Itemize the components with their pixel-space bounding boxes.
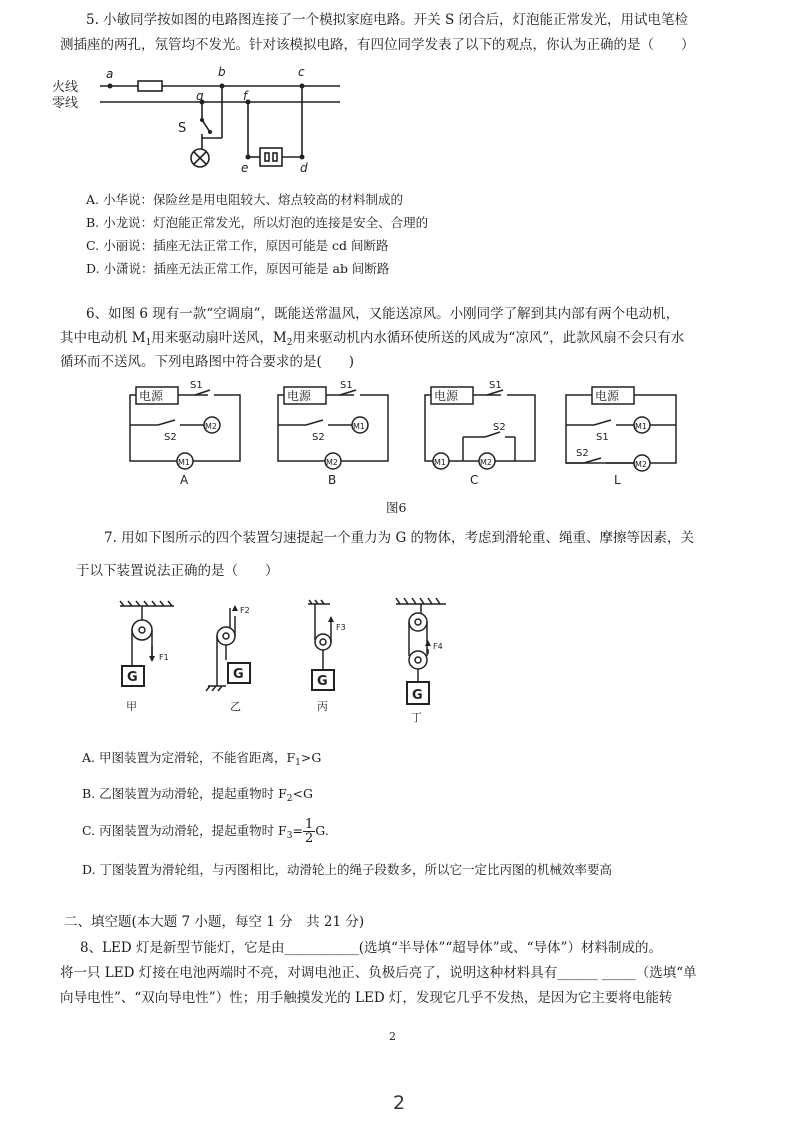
q6b-m2: M2 bbox=[326, 458, 338, 467]
q6-line2: 其中电动机 $M_1$用来驱动扇叶送风，$M_2$用来驱动机内水循环使所送的风成为“凉风”，此款风扇不会只有水 bbox=[60, 330, 685, 348]
q6b-label: B bbox=[328, 473, 337, 487]
q5-line1: 5. 小敏同学按如图的电路图连接了一个模拟家庭电路。开关 S 闭合后，灯泡能正常发光，用试电笔检 bbox=[86, 12, 689, 28]
node-g: g bbox=[196, 89, 204, 103]
q7-jia-f1: F1 bbox=[159, 653, 169, 662]
q6-circuit-a bbox=[120, 380, 250, 490]
q7-option-d: D. 丁图装置为滑轮组，与丙图相比，动滑轮上的绳子段数多，所以它一定比丙图的机械效率要高 bbox=[82, 862, 613, 877]
node-c: c bbox=[298, 65, 305, 79]
q7-option-c: C. 丙图装置为动滑轮，提起重物时 $F_3=$ $\frac{1}{2}$ G. bbox=[82, 817, 329, 846]
q7-bing-g: G bbox=[317, 674, 328, 689]
q6d-label: L bbox=[614, 473, 621, 487]
q7-pulley-ding bbox=[388, 594, 468, 734]
q6d-s1: S1 bbox=[596, 432, 609, 443]
q6b-power: 电源 bbox=[287, 389, 312, 403]
q5-option-c: C. 小丽说：插座无法正常工作，原因可能是 cd 间断路 bbox=[86, 238, 389, 253]
q7-option-b: B. 乙图装置为动滑轮，提起重物时 $F_2<G$ bbox=[82, 786, 313, 804]
q7-pulley-yi bbox=[200, 598, 280, 718]
q6c-label: C bbox=[470, 473, 479, 487]
q6a-label: A bbox=[180, 473, 189, 487]
neutral-label: 零线 bbox=[52, 96, 79, 111]
q6-circuit-c bbox=[415, 380, 545, 490]
q5-option-b: B. 小龙说：灯泡能正常发光，所以灯泡的连接是安全、合理的 bbox=[86, 215, 429, 230]
q8-line3: 向导电性”、“双向导电性”）性；用手触摸发光的 LED 灯，发现它几乎不发热，是因为它主要将电能转 bbox=[60, 990, 673, 1006]
node-a: a bbox=[106, 67, 114, 81]
q6-caption: 图6 bbox=[386, 500, 407, 515]
q7-bing-f3: F3 bbox=[336, 623, 346, 632]
q6d-power: 电源 bbox=[595, 389, 620, 403]
q6-circuit-d bbox=[556, 380, 686, 490]
q6-line3: 循环而不送风。下列电路图中符合要求的是( ) bbox=[60, 354, 355, 370]
q6b-s1: S1 bbox=[340, 380, 353, 391]
q7-line1: 7. 用如下图所示的四个装置匀速提起一个重力为 G 的物体，考虑到滑轮重、绳重、摩擦等因素，关 bbox=[104, 530, 695, 546]
q6a-m2: M2 bbox=[205, 422, 217, 431]
q7-ding-f4: F4 bbox=[433, 642, 443, 651]
q7-jia-g: G bbox=[127, 670, 138, 685]
q8-line1: 8、LED 灯是新型节能灯，它是由___________(选填“半导体”“超导体”或、“导体”）材料制成的。 bbox=[80, 940, 662, 956]
q7-ding-g: G bbox=[412, 688, 423, 703]
q6-circuit-b bbox=[268, 380, 398, 490]
q7-yi-f2: F2 bbox=[240, 606, 250, 615]
node-s: S bbox=[178, 121, 187, 136]
q7-pulley-jia bbox=[112, 598, 192, 718]
q8-line2: 将一只 LED 灯接在电池两端时不亮，对调电池正、负极后亮了，说明这种材料具有______ _____（选填“单 bbox=[60, 965, 697, 981]
node-b: b bbox=[218, 65, 226, 79]
node-e: e bbox=[241, 161, 249, 175]
q6b-s2: S2 bbox=[312, 432, 325, 443]
page-number-small: 2 bbox=[389, 1030, 396, 1043]
q6c-s1: S1 bbox=[489, 380, 502, 391]
q7-yi-label: 乙 bbox=[230, 700, 241, 713]
q6a-power: 电源 bbox=[139, 389, 164, 403]
q6a-s2: S2 bbox=[164, 432, 177, 443]
q7-option-a: A. 甲图装置为定滑轮，不能省距离，$F_1>G$ bbox=[82, 750, 322, 768]
q7-jia-label: 甲 bbox=[126, 700, 137, 713]
page-number: 2 bbox=[393, 1092, 406, 1114]
q6d-m2: M2 bbox=[635, 460, 647, 469]
q6d-s2: S2 bbox=[576, 448, 589, 459]
live-label: 火线 bbox=[52, 80, 79, 95]
q7-line2: 于以下装置说法正确的是（ ） bbox=[76, 563, 279, 579]
q6a-s1: S1 bbox=[190, 380, 203, 391]
q5-line2: 测插座的两孔，氖管均不发光。针对该模拟电路，有四位同学发表了以下的观点，你认为正确的是（ ） bbox=[60, 37, 695, 53]
q7-ding-label: 丁 bbox=[411, 711, 422, 724]
q5-option-d: D. 小潇说：插座无法正常工作，原因可能是 ab 间断路 bbox=[86, 261, 390, 276]
node-f: f bbox=[243, 89, 248, 103]
q6b-m1: M1 bbox=[353, 422, 365, 431]
q6c-s2: S2 bbox=[493, 422, 506, 433]
fraction-one-half: $\frac{1}{2}$ bbox=[304, 817, 314, 846]
q6c-m2: M2 bbox=[480, 458, 492, 467]
q6c-m1: M1 bbox=[434, 458, 446, 467]
q6a-m1: M1 bbox=[178, 458, 190, 467]
q5-option-a: A. 小华说：保险丝是用电阻较大、熔点较高的材料制成的 bbox=[86, 192, 403, 207]
q6-line1: 6、如图 6 现有一款“空调扇”，既能送常温风，又能送凉风。小刚同学了解到其内部有两个电动机， bbox=[86, 306, 680, 322]
node-d: d bbox=[300, 161, 308, 175]
q7-bing-label: 丙 bbox=[317, 700, 328, 713]
q6d-m1: M1 bbox=[635, 422, 647, 431]
section2-title: 二、填空题(本大题 7 小题，每空 1 分 共 21 分) bbox=[64, 914, 365, 930]
q7-yi-g: G bbox=[233, 667, 244, 682]
q7-pulley-bing bbox=[290, 598, 370, 718]
q6c-power: 电源 bbox=[434, 389, 459, 403]
q5-circuit-figure bbox=[50, 60, 350, 185]
